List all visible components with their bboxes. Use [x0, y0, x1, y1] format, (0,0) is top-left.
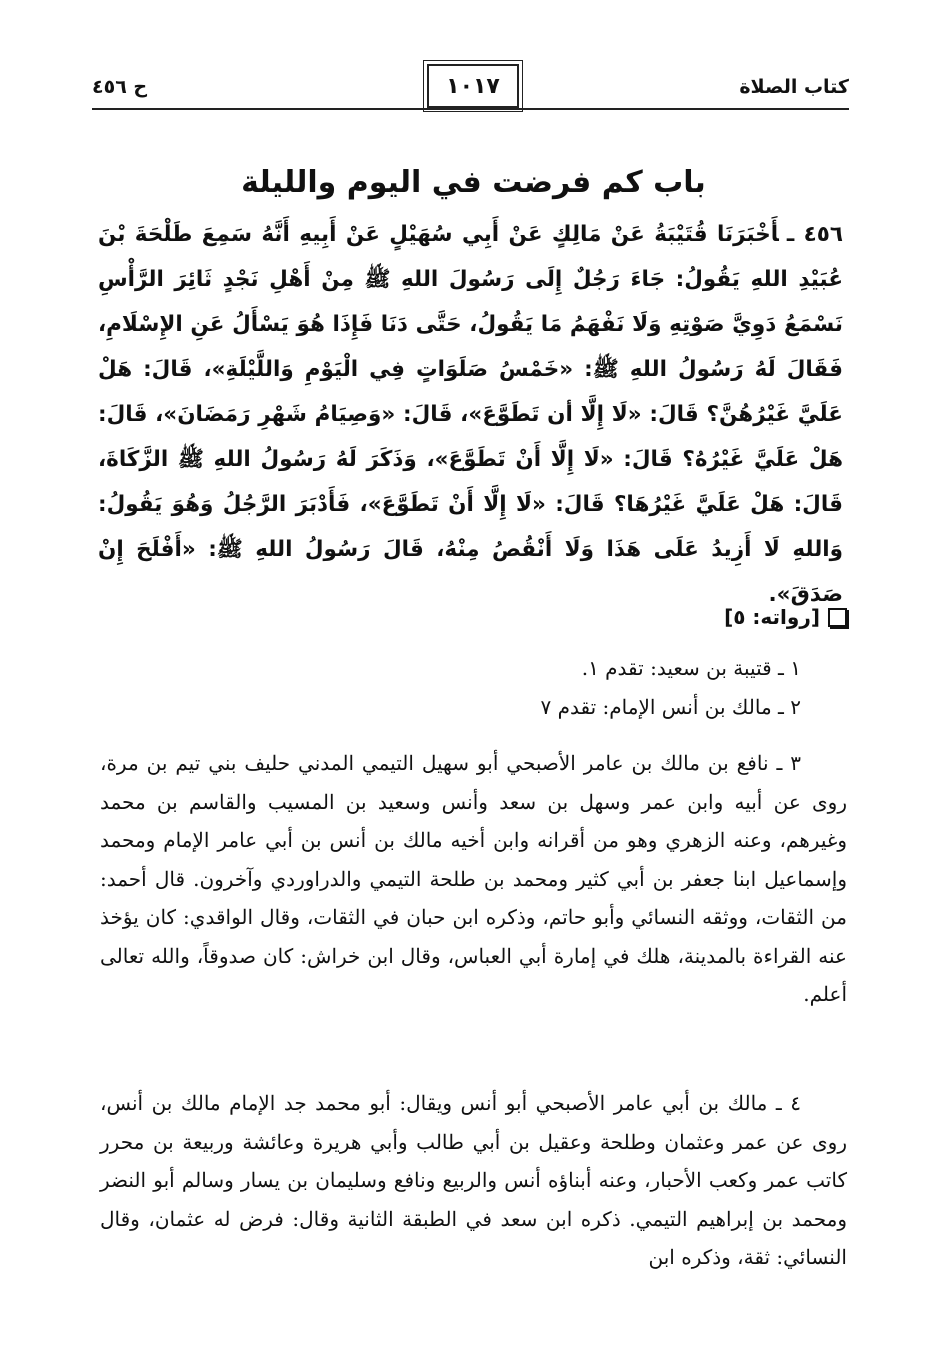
narrators-heading — [724, 605, 847, 629]
book-title: كتاب الصلاة — [739, 76, 849, 98]
narrator-entry — [100, 688, 847, 727]
narrator-text: ١ ـ قتيبة بن سعيد: تقدم ١. — [581, 656, 801, 680]
hadith-reference: ح ٤٥٦ — [92, 76, 148, 98]
hadith-text: أَخْبَرَنَا قُتَيْبَةُ عَنْ مَالِكٍ عَنْ أَبِي سُهَيْلٍ عَنْ أَبِيهِ أَنَّهُ سَمِعَ طَلْحَةَ بْنَ عُبَيْدِ اللهِ يَقُولُ: جَاءَ رَجُلٌ إِلَى رَسُولَ اللهِ ﷺ مِنْ أَهْلِ نَجْدٍ ثَائِرَ الرَّأْسِ نَسْمَعُ دَوِيَّ صَوْتِهِ وَلَا نَفْهَمُ مَا يَقُولُ، حَتَّى دَنَا فَإِذَا هُوَ يَسْأَلُ عَنِ الإِسْلَامِ، فَقَالَ لَهُ رَسُولُ اللهِ ﷺ: «خَمْسُ صَلَوَاتٍ فِي الْيَوْمِ وَاللَّيْلَةِ»، قَالَ: هَلْ عَلَيَّ غَيْرُهُنَّ؟ قَالَ: «لَا إِلَّا أن تَطَوَّعَ»، قَالَ: «وَصِيَامُ شَهْرِ رَمَضَانَ»، قَالَ: هَلْ عَلَيَّ غَيْرُهُ؟ قَالَ: «لَا إِلَّا أَنْ تَطَوَّعَ»، وَذَكَرَ لَهُ رَسُولُ اللهِ ﷺ الزَّكَاةَ، قَالَ: هَلْ عَلَيَّ غَيْرُهَا؟ قَالَ: «لَا إِلَّا أَنْ تَطَوَّعَ»، فَأَدْبَرَ الرَّجُلُ وَهُوَ يَقُولُ: وَاللهِ لَا أَزِيدُ عَلَى هَذَا وَلَا أَنْقُصُ مِنْهُ، قَالَ رَسُولُ اللهِ ﷺ: «أَفْلَحَ إِنْ صَدَقَ». — [98, 222, 843, 607]
page-header — [92, 58, 849, 114]
hadith-text-block — [98, 212, 843, 617]
square-bullet-icon — [828, 608, 847, 627]
narrator-entry — [100, 649, 847, 688]
narrator-text: ٣ ـ نافع بن مالك بن عامر الأصبحي أبو سهيل التيمي المدني حليف بني تيم بن مرة، روى عن أبيه وابن عمر وسهل بن سعد وأنس وسعيد بن المسيب والقاسم بن محمد وغيرهم، وعنه الزهري وهو من أقرانه وابن أخيه مالك بن أنس بن أبي عامر الإمام ومحمد وإسماعيل ابنا جعفر بن أبي كثير ومحمد بن طلحة التيمي والدراوردي وآخرون. قال أحمد: من الثقات، ووثقه النسائي وأبو حاتم، وذكره ابن حبان في الثقات، وقال الواقدي: كان يؤخذ عنه القراءة بالمدينة، هلك في إمارة أبي العباس، وقال ابن خراش: كان صدوقاً، والله تعالى أعلم. — [100, 751, 847, 1006]
chapter-title: باب كم فرضت في اليوم والليلة — [241, 165, 706, 200]
narrator-text: ٤ ـ مالك بن أبي عامر الأصبحي أبو أنس ويقال: أبو محمد جد الإمام مالك بن أنس، روى عن عمر وعثمان وطلحة وعقيل بن أبي طالب وأبي هريرة وعائشة وربيعة بن محرر كاتب عمر وكعب الأحبار، وعنه أبناؤه أنس والربيع ونافع وسليمان بن يسار وسالم أبو النضر ومحمد بن إبراهيم التيمي. ذكره ابن سعد في الطبقة الثانية وقال: فرض له عثمان، وقال النسائي: ثقة، وذكره ابن — [100, 1091, 847, 1269]
narrator-entry — [100, 1084, 847, 1277]
narrators-heading-label: [رواته: ٥] — [724, 605, 820, 629]
page-number: ١٠١٧ — [446, 73, 500, 99]
narrator-text: ٢ ـ مالك بن أنس الإمام: تقدم ٧ — [540, 695, 801, 719]
narrator-entry — [100, 744, 847, 1014]
header-divider — [92, 108, 849, 110]
page-number-box — [427, 64, 519, 108]
hadith-number: ٤٥٦ ـ — [786, 222, 843, 247]
